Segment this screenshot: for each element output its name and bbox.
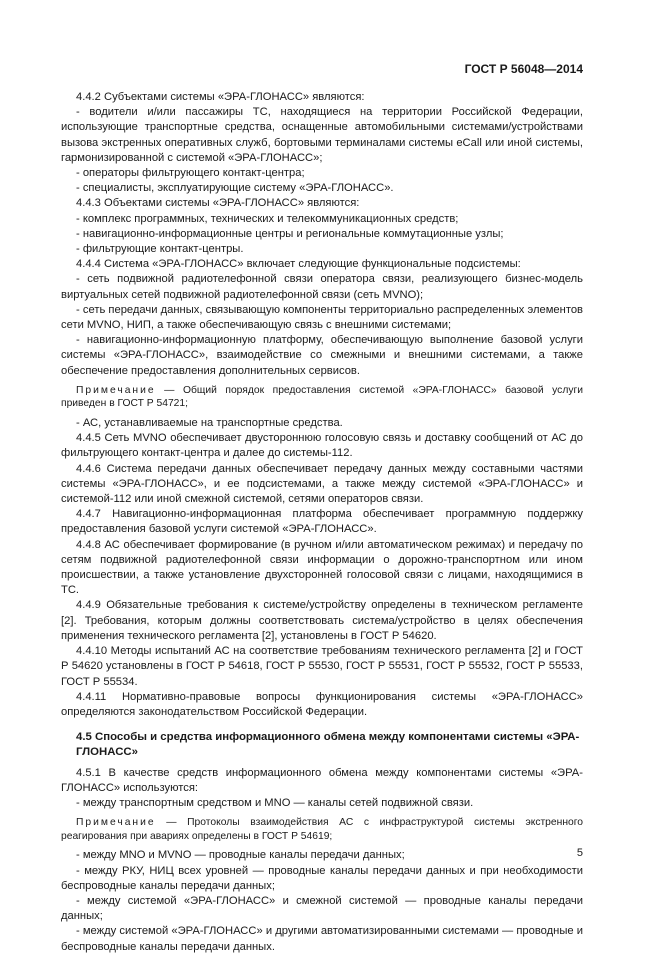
note-1	[61, 384, 583, 411]
clause-4-4-2-item-a: - водители и/или пассажиры ТС, находящиеся на территории Российской Федерации, использующие транспортные средства, оснащенные автомобильными системами/устройствами вызова экстренных оперативных служб, бортовыми терминалами системы eCall или иной системы, гармонизированной с системой «ЭРА-ГЛОНАСС»;	[61, 106, 583, 164]
clause-4-4-2-item-b: - операторы фильтрующего контакт-центра;	[76, 167, 305, 180]
note-2-text: — Протоколы взаимодействия АС с инфраструктурой системы экстренного реагирования при авариях определены в ГОСТ Р 54619;	[61, 817, 583, 842]
clause-4-4-2-item-c: - специалисты, эксплуатирующие систему «ЭРА-ГЛОНАСС».	[76, 182, 394, 195]
clause-4-4-11: 4.4.11 Нормативно-правовые вопросы функционирования системы «ЭРА-ГЛОНАСС» определяются законодательством Российской Федерации.	[61, 690, 583, 718]
clause-4-4-4-item-d: - АС, устанавливаемые на транспортные средства.	[76, 417, 343, 430]
clause-4-4-3-item-a: - комплекс программных, технических и телекоммуникационных средств;	[76, 212, 459, 225]
clause-4-4-4-item-b: - сеть передачи данных, связывающую компоненты территориально распределенных элементов сети MVNO, НИП, а также обеспечивающую связь с внешними системами;	[61, 303, 583, 332]
clause-4-4-4-item-c: - навигационно-информационную платформу, обеспечивающую выполнение базовой услуги системы «ЭРА-ГЛОНАСС», взаимодействие со смежными и внешними системами, а также обеспечение предоставления дополнительных сервисов.	[61, 334, 583, 377]
clause-4-4-7: 4.4.7 Навигационно-информационная платформа обеспечивает программную поддержку предоставления базовой услуги системой «ЭРА-ГЛОНАСС».	[61, 508, 583, 536]
clause-4-5-1-item-a: - между транспортным средством и MNO — каналы сетей подвижной связи.	[76, 796, 474, 809]
clause-4-4-8: 4.4.8 АС обеспечивает формирование (в ручном и/или автоматическом режимах) и передачу по сетям подвижной радиотелефонной связи информации о дорожно-транспортном или ином происшествии, а также установление двухсторонней голосовой связи с лицами, находящимися в ТС.	[61, 538, 583, 597]
clause-4-5-1-item-b: - между MNO и MVNO — проводные каналы передачи данных;	[76, 849, 405, 862]
page-number: 5	[576, 847, 583, 859]
clause-4-5-1-item-d: - между системой «ЭРА-ГЛОНАСС» и смежной системой — проводные каналы передачи данных;	[61, 894, 583, 923]
clause-4-4-4-item-a: - сеть подвижной радиотелефонной связи оператора связи, реализующего бизнес-модель виртуальных сетей подвижной радиотелефонной связи (сеть MVNO);	[61, 273, 583, 301]
clause-4-4-6: 4.4.6 Система передачи данных обеспечивает передачу данных между составными частями системы «ЭРА-ГЛОНАСС», и ее подсистемами, а также между системой «ЭРА-ГЛОНАСС» и системой-112 или иной смежной системой, сетями операторов связи.	[61, 462, 583, 506]
clause-4-4-5: 4.4.5 Сеть MVNO обеспечивает двустороннюю голосовую связь и доставку сообщений от АС до фильтрующего контакт-центра и далее до системы-112.	[61, 432, 583, 460]
note-1-label: Примечание	[76, 384, 156, 396]
clause-4-4-2: 4.4.2 Субъектами системы «ЭРА-ГЛОНАСС» являются:	[76, 91, 365, 103]
clause-4-5-1-item-c: - между РКУ, НИЦ всех уровней — проводные каналы передачи данных и при необходимости беспроводные каналы передачи данных;	[61, 864, 583, 892]
clause-4-4-9: 4.4.9 Обязательные требования к системе/устройству определены в техническом регламенте [2]. Требования, которым должны соответствовать система/устройство в целях обеспечения применения технического регламента [2], установлены в ГОСТ Р 54620.	[61, 599, 583, 642]
note-1-text: — Общий порядок предоставления системой «ЭРА-ГЛОНАСС» базовой услуги приведен в ГОСТ Р 54721;	[61, 384, 583, 410]
clause-4-4-10: 4.4.10 Методы испытаний АС на соответствие требованиям технического регламента [2] и ГОСТ Р 54620 установлены в ГОСТ Р 54618, ГОСТ Р 55530, ГОСТ Р 55531, ГОСТ Р 55532, ГОСТ Р 55533, ГОСТ Р 55534.	[61, 645, 583, 688]
note-2-label: Примечание	[76, 817, 156, 829]
clause-4-4-3: 4.4.3 Объектами системы «ЭРА-ГЛОНАСС» являются:	[76, 197, 360, 210]
standard-code-header: ГОСТ Р 56048—2014	[464, 62, 583, 76]
document-body	[61, 90, 583, 955]
section-4-5-title: 4.5 Способы и средства информационного обмена между компонентами системы «ЭРА-ГЛОНАСС»	[76, 731, 580, 759]
clause-4-5-1-item-e: - между системой «ЭРА-ГЛОНАСС» и другими автоматизированными системами — проводные и беспроводные каналы передачи данных.	[61, 925, 583, 953]
clause-4-4-3-item-b: - навигационно-информационные центры и региональные коммутационные узлы;	[76, 227, 504, 240]
clause-4-4-3-item-c: - фильтрующие контакт-центры.	[76, 243, 244, 256]
clause-4-5-1: 4.5.1 В качестве средств информационного обмена между компонентами системы «ЭРА-ГЛОНАСС» используются:	[61, 766, 583, 794]
clause-4-4-4: 4.4.4 Система «ЭРА-ГЛОНАСС» включает следующие функциональные подсистемы:	[76, 258, 521, 271]
note-2	[61, 816, 583, 843]
